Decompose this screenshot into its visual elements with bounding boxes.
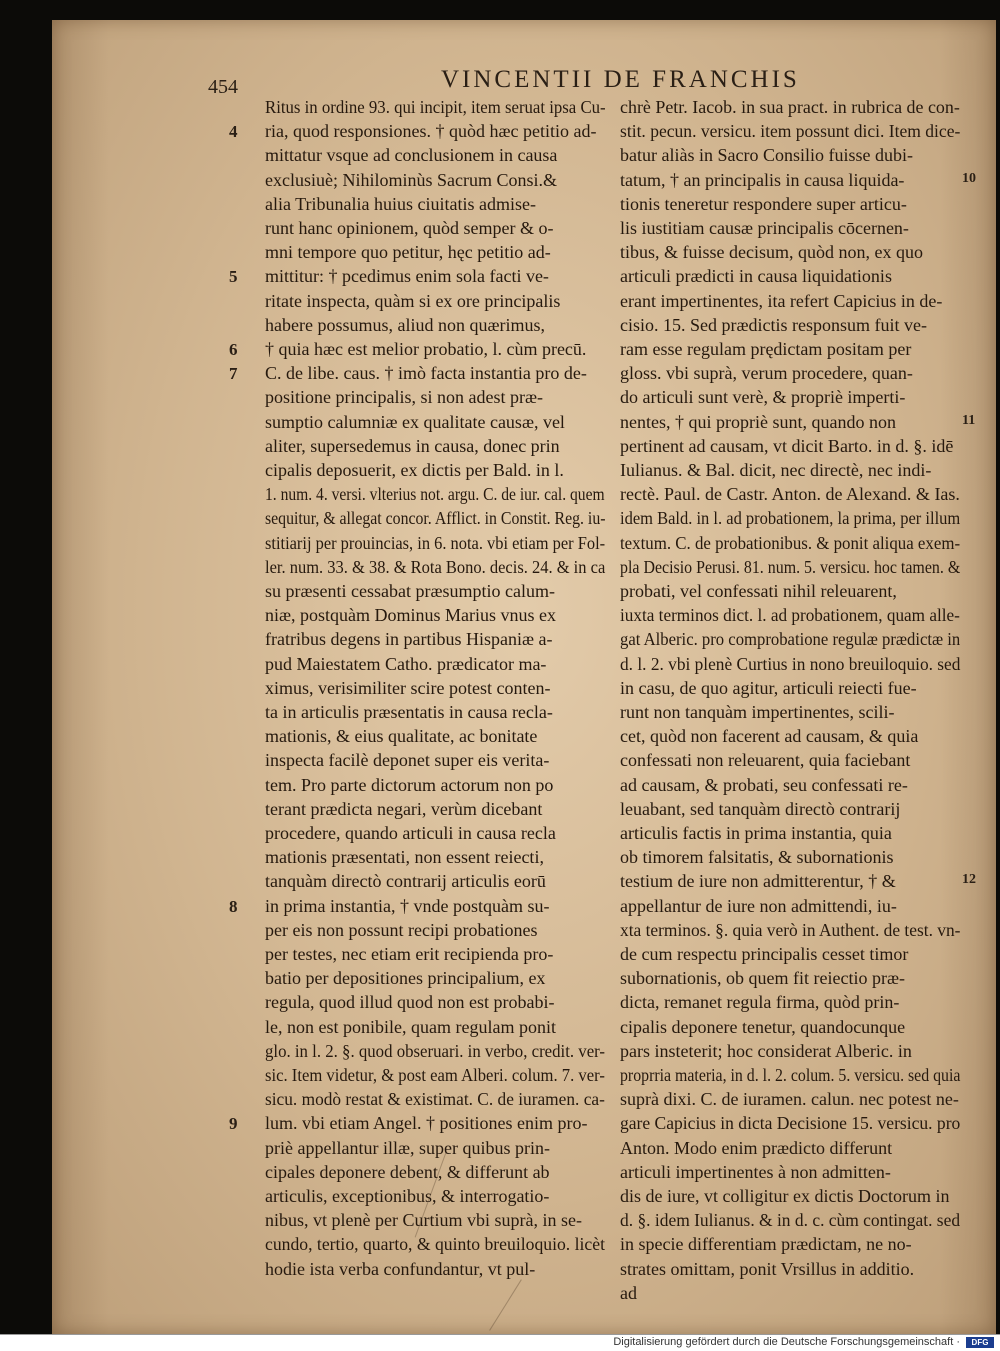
- text-line: gat Alberic. pro comprobatione regulæ prædictæ in: [620, 629, 961, 650]
- text-line: su præsenti cessabat præsumptio calum-: [265, 581, 555, 601]
- text-line: strates omittam, ponit Vrsillus in additio.: [620, 1258, 915, 1279]
- text-line: de cum respectu principalis cesset timor: [620, 944, 909, 964]
- text-line: ram esse regulam prędictam positam per: [620, 339, 912, 359]
- text-line: d. §. idem Iulianus. & in d. c. cùm contingat. sed: [620, 1210, 961, 1231]
- text-line: leuabant, sed tanquàm directò contrarij: [620, 798, 901, 819]
- text-line: cipalis deponere tenetur, quandocunque: [620, 1016, 906, 1037]
- dfg-logo: DFG: [966, 1337, 994, 1348]
- text-line: mationis, & eius qualitate, ac bonitate: [265, 726, 538, 747]
- text-line: aliter, supersedemus in causa, donec prin: [265, 435, 560, 456]
- text-line: fratribus degens in partibus Hispaniæ a-: [265, 629, 553, 650]
- text-line: gare Capicius in dicta Decisione 15. versicu. pro: [620, 1113, 961, 1134]
- text-line: ad: [620, 1282, 637, 1303]
- footer-credit: Digitalisierung gefördert durch die Deutsche Forschungsgemeinschaft ·: [613, 1336, 960, 1348]
- text-line: stitiarij per prouincias, in 6. nota. vbi etiam per Fol-: [265, 532, 606, 553]
- text-line: ta in articulis præsentatis in causa recla-: [265, 702, 553, 722]
- text-line: proprria materia, in d. l. 2. colum. 5. versicu. sed quia: [620, 1065, 961, 1085]
- running-head: VINCENTII DE FRANCHIS: [441, 66, 800, 93]
- text-line: positione principalis, si non adest præ-: [265, 387, 543, 408]
- text-line: inspecta facilè deponet super eis verita-: [265, 750, 550, 771]
- text-line: pla Decisio Perusi. 81. num. 5. versicu. hoc tamen. &: [620, 556, 961, 577]
- text-line: glo. in l. 2. §. quod obseruari. in verbo, credit. ver-: [265, 1040, 606, 1061]
- text-line: subornationis, ob quem fit reiectio præ-: [620, 968, 905, 989]
- text-line: probati, vel confessati nihil releuarent,: [620, 581, 897, 601]
- text-line: in casu, de quo agitur, articuli reiecti fue-: [620, 677, 917, 698]
- text-line: cundo, tertio, quarto, & quinto breuiloquio. licèt: [265, 1234, 605, 1255]
- text-line: nibus, vt plenè per Curtium vbi suprà, in se-: [265, 1210, 582, 1231]
- text-line: cipales deponere debent, & differunt ab: [265, 1161, 550, 1182]
- text-line: mationis præsentati, non essent reiecti,: [265, 847, 544, 868]
- text-line: suprà dixi. C. de iuramen. calun. nec potest ne-: [620, 1089, 959, 1110]
- text-line: cisio. 15. Sed prædictis responsum fuit ve-: [620, 314, 927, 335]
- text-line: cet, quòd non facerent ad causam, & quia: [620, 726, 919, 747]
- text-line: ria, quod responsiones. † quòd hæc petitio ad-: [265, 121, 597, 142]
- text-line: dis de iure, vt colligitur ex dictis Doctorum in: [620, 1186, 950, 1206]
- text-line: pud Maiestatem Catho. prædicator ma-: [265, 653, 547, 674]
- text-line: pertinent ad causam, vt dicit Barto. in d. §. idē: [620, 435, 954, 456]
- text-line: mittitur: † pcedimus enim sola facti ve-: [265, 266, 549, 287]
- text-line: ad causam, & probati, seu confessati re-: [620, 774, 908, 795]
- text-line: 1. num. 4. versi. vlterius not. argu. C. de iur. cal. quem: [265, 484, 605, 505]
- text-line: batur aliàs in Sacro Consilio fuisse dubi-: [620, 145, 913, 166]
- text-line: in prima instantia, † vnde postquàm su-: [265, 895, 550, 916]
- text-line: runt hanc opinionem, quòd semper & o-: [265, 218, 554, 238]
- margin-number: 9: [229, 1114, 238, 1134]
- text-line: habere possumus, aliud non quærimus,: [265, 314, 545, 335]
- margin-number: 11: [962, 412, 976, 428]
- text-line: confessati non releuarent, quia faciebant: [620, 750, 911, 771]
- text-line: stit. pecun. versicu. item possunt dici. Item dice-: [620, 121, 961, 142]
- text-line: runt non tanquàm impertinentes, scili-: [620, 702, 895, 722]
- page-number: 454: [208, 76, 238, 98]
- text-line: terant prædicta negari, verùm dicebant: [265, 798, 543, 819]
- text-line: alia Tribunalia huius ciuitatis admise-: [265, 193, 536, 214]
- text-line: erant impertinentes, ita refert Capicius in de-: [620, 290, 943, 311]
- text-line: sumptio calumniæ ex qualitate causæ, vel: [265, 411, 565, 432]
- text-line: idem Bald. in l. ad probationem, la prima, per illum: [620, 508, 961, 529]
- text-line: dicta, remanet regula firma, quòd prin-: [620, 992, 900, 1013]
- text-line: articulis factis in prima instantia, quia: [620, 823, 892, 843]
- text-line: C. de libe. caus. † imò facta instantia pro de-: [265, 363, 587, 384]
- text-line: † quia hæc est melior probatio, l. cùm precū.: [265, 339, 587, 359]
- text-line: mni tempore quo petitur, hęc petitio ad-: [265, 242, 551, 263]
- text-line: testium de iure non admitterentur, † &: [620, 871, 896, 892]
- text-line: do articuli sunt verè, & propriè imperti-: [620, 387, 906, 408]
- text-line: articulis, exceptionibus, & interrogatio-: [265, 1186, 550, 1206]
- text-line: nentes, † qui propriè sunt, quando non: [620, 411, 896, 432]
- text-line: tionis teneretur respondere super articu-: [620, 193, 907, 214]
- text-line: priè appellantur illæ, super quibus prin-: [265, 1137, 550, 1158]
- text-line: in specie differentiam prædictam, ne no-: [620, 1234, 912, 1255]
- text-line: hodie ista verba confundantur, vt pul-: [265, 1258, 536, 1279]
- text-line: chrè Petr. Iacob. in sua pract. in rubrica de con-: [620, 97, 960, 117]
- text-line: exclusiuè; Nihilominùs Sacrum Consi.&: [265, 169, 557, 190]
- margin-number: 6: [229, 340, 238, 359]
- text-line: per eis non possunt recipi probationes: [265, 919, 538, 940]
- text-line: sequitur, & allegat concor. Afflict. in Constit. Reg. iu-: [265, 508, 606, 529]
- text-line: pars insteterit; hoc considerat Alberic. in: [620, 1040, 912, 1061]
- text-line: xta terminos. §. quia verò in Authent. de test. vn-: [620, 919, 961, 940]
- text-line: appellantur de iure non admittendi, iu-: [620, 895, 897, 916]
- text-line: articuli impertinentes à non admitten-: [620, 1161, 891, 1182]
- text-line: lis iustitiam causæ principalis cōcernen-: [620, 218, 909, 238]
- text-line: ritate inspecta, quàm si ex ore principalis: [265, 290, 561, 311]
- text-line: le, non est ponibile, quam regulam ponit: [265, 1016, 556, 1037]
- text-line: per testes, nec etiam erit recipienda pro-: [265, 944, 554, 964]
- text-line: tibus, & fuisse decisum, quòd non, ex quo: [620, 242, 923, 263]
- text-line: ler. num. 33. & 38. & Rota Bono. decis. 24. & in ca: [265, 556, 606, 577]
- text-line: rectè. Paul. de Castr. Anton. de Alexand. & Ias.: [620, 484, 960, 505]
- text-line: ximus, verisimiliter scire potest conten-: [265, 677, 551, 698]
- text-line: niæ, postquàm Dominus Marius vnus ex: [265, 605, 556, 626]
- text-line: articuli prædicti in causa liquidationis: [620, 266, 892, 287]
- text-line: d. l. 2. vbi plenè Curtius in nono breuiloquio. sed: [620, 653, 961, 674]
- margin-number: 12: [962, 872, 976, 888]
- text-line: tanquàm directò contrarij articulis eorū: [265, 871, 546, 892]
- margin-number: 4: [229, 122, 238, 142]
- text-line: Ritus in ordine 93. qui incipit, item seruat ipsa Cu-: [265, 97, 606, 117]
- text-line: ob timorem falsitatis, & subornationis: [620, 847, 894, 868]
- text-line: tem. Pro parte dictorum actorum non po: [265, 774, 554, 795]
- text-line: iuxta terminos dict. l. ad probationem, quam alle-: [620, 605, 960, 626]
- margin-number: 5: [229, 267, 238, 287]
- text-line: regula, quod illud quod non est probabi-: [265, 992, 555, 1013]
- footer-bar: [0, 1334, 1000, 1351]
- text-line: tatum, † an principalis in causa liquida-: [620, 169, 905, 190]
- margin-number: 7: [229, 364, 238, 384]
- text-line: batio per depositiones principalium, ex: [265, 968, 546, 989]
- text-line: gloss. vbi suprà, verum procedere, quan-: [620, 363, 913, 384]
- text-line: sicu. modò restat & existimat. C. de iuramen. ca-: [265, 1089, 605, 1110]
- text-line: textum. C. de probationibus. & ponit aliqua exem-: [620, 532, 961, 553]
- text-line: procedere, quando articuli in causa recla: [265, 823, 556, 843]
- text-line: sic. Item videtur, & post eam Alberi. colum. 7. ver-: [265, 1065, 605, 1085]
- text-line: Iulianus. & Bal. dicit, nec directè, nec indi-: [620, 460, 932, 480]
- text-line: Anton. Modo enim prædicto differunt: [620, 1137, 893, 1158]
- text-line: lum. vbi etiam Angel. † positiones enim pro-: [265, 1113, 588, 1134]
- text-line: mittatur vsque ad conclusionem in causa: [265, 145, 558, 166]
- margin-number: 10: [962, 170, 976, 186]
- margin-number: 8: [229, 896, 238, 916]
- text-line: cipalis deposuerit, ex dictis per Bald. in l.: [265, 460, 564, 480]
